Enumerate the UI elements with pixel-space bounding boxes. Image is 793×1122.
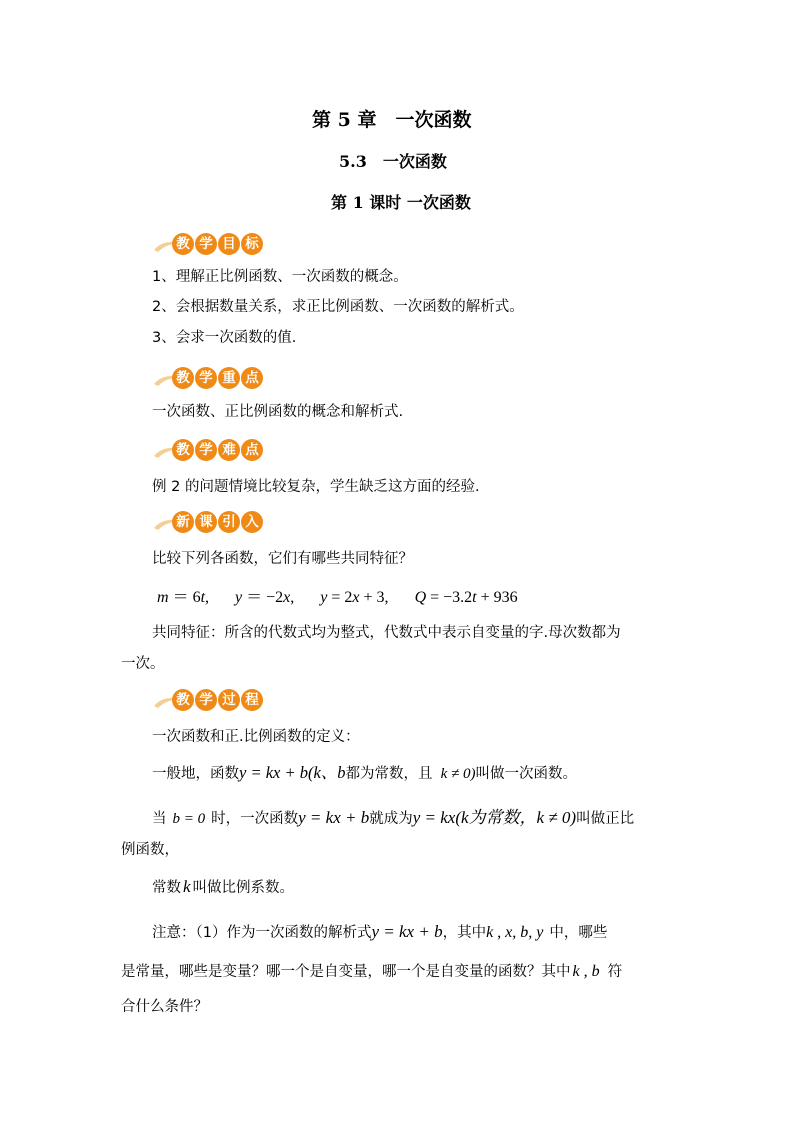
common-feature-line2: 一次。 [121, 656, 165, 672]
badge-char: 重 [218, 367, 240, 389]
goal-item: 3、会求一次函数的值. [152, 330, 297, 346]
badge-char: 点 [241, 367, 263, 389]
constant-line: 常数 k 叫做比例系数。 [152, 877, 295, 896]
intro-question: 比较下列各函数，它们有哪些共同特征？ [152, 551, 413, 567]
note-formula: y = kx + b [371, 922, 443, 941]
badge-char: 点 [241, 439, 263, 461]
badge-char: 课 [195, 511, 217, 533]
section-badge-key-points [150, 364, 270, 390]
badge-char: 目 [218, 233, 240, 255]
badge-char: 教 [172, 689, 194, 711]
proportional-formula: y = kx(k为常数，k ≠ 0) [412, 808, 577, 827]
badge-char: 学 [195, 233, 217, 255]
badge-char: 引 [218, 511, 240, 533]
lesson-title: 第 1 课时 一次函数 [331, 193, 471, 212]
function-1: m ＝ 6t, [157, 589, 210, 606]
note-line2: 是常量，哪些是变量？哪一个是自变量，哪一个是自变量的函数？其中 k , b 符 [121, 963, 623, 980]
badge-char: 程 [241, 689, 263, 711]
special-case-line: 当 b = 0 时，一次函数y = kx + b就成为y = kx(k为常数，k ≠ 0)叫做正比 [152, 808, 635, 827]
section-title: 5.3 一次函数 [339, 152, 447, 171]
badge-char: 学 [195, 367, 217, 389]
badge-char: 过 [218, 689, 240, 711]
function-2: y ＝ −2x, [235, 589, 295, 606]
constant-k: k [183, 877, 191, 896]
section-badge-process [150, 686, 270, 712]
badge-char: 难 [218, 439, 240, 461]
key-points-text: 一次函数、正比例函数的概念和解析式. [152, 404, 404, 420]
common-feature-line1: 共同特征：所含的代数式均为整式，代数式中表示自变量的字.母次数都为 [152, 625, 621, 641]
goal-item: 1、理解正比例函数、一次函数的概念。 [152, 269, 408, 285]
difficulties-text: 例 2 的问题情境比较复杂，学生缺乏这方面的经验. [152, 479, 480, 495]
special-case-line2: 例函数， [121, 842, 179, 858]
badge-char: 学 [195, 439, 217, 461]
badge-char: 新 [172, 511, 194, 533]
section-badge-intro [150, 508, 270, 534]
definition-line: 一般地，函数y = kx + b(k、b都为常数，且 k ≠ 0)叫做一次函数。 [152, 763, 577, 782]
badge-char: 教 [172, 439, 194, 461]
badge-char: 教 [172, 233, 194, 255]
goal-item: 2、会根据数量关系，求正比例函数、一次函数的解析式。 [152, 299, 524, 315]
function-3: y = 2x + 3, [320, 589, 389, 606]
note-line1: 注意：（1）作为一次函数的解析式y = kx + b，其中k , x, b, y 中，哪些 [152, 922, 608, 941]
definition-formula: y = kx + b(k、b [239, 763, 346, 782]
special-case-formula: y = kx + b [298, 808, 370, 827]
function-list [157, 584, 518, 607]
badge-char: 标 [241, 233, 263, 255]
chapter-title: 第 5 章 一次函数 [312, 109, 472, 131]
section-badge-difficulties [150, 436, 270, 462]
function-4: Q = −3.2t + 936 [414, 589, 518, 606]
note-line3: 合什么条件？ [121, 999, 208, 1015]
badge-char: 学 [195, 689, 217, 711]
badge-char: 教 [172, 367, 194, 389]
badge-char: 入 [241, 511, 263, 533]
definition-heading: 一次函数和正.比例函数的定义： [152, 729, 360, 745]
definition-condition: k ≠ 0) [440, 766, 476, 782]
special-case-condition: b = 0 [172, 811, 206, 827]
note-variables: k , x, b, y [486, 924, 544, 941]
section-badge-goals [150, 230, 270, 256]
note-kb: k , b [572, 963, 600, 980]
